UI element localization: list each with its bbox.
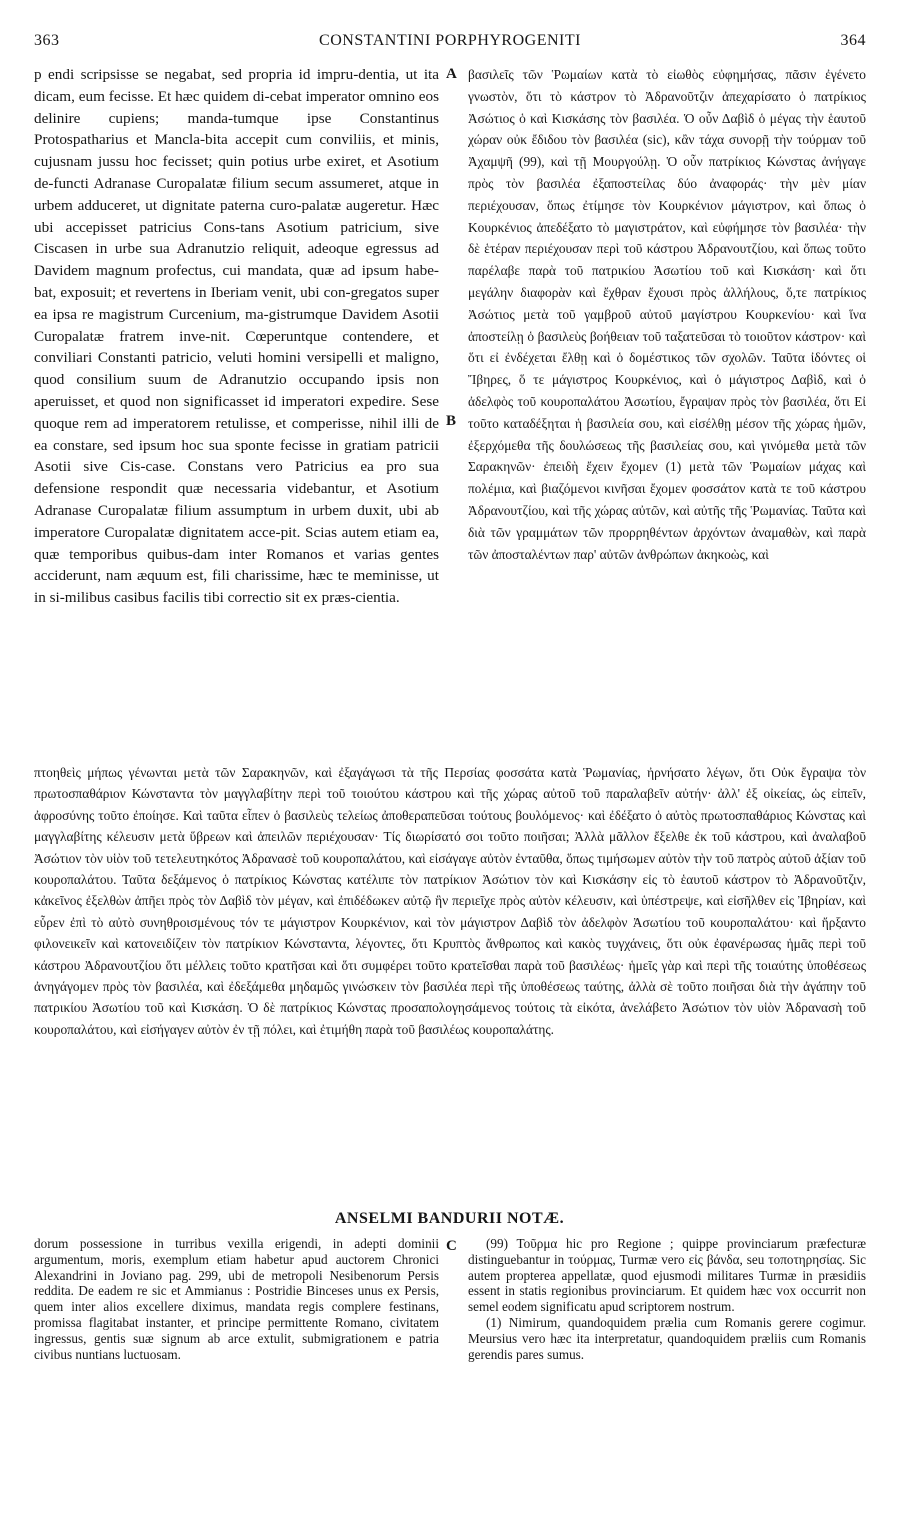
notes-heading: ANSELMI BANDURII NOTÆ.: [334, 1210, 565, 1227]
running-title: CONSTANTINI PORPHYROGENITI: [319, 32, 581, 49]
note-1: (1) Nimirum, quandoquidem prælia cum Romanis gerere cogimur. Meursius vero hæc ita interpretatur, quandoquidem præliis cum Romanis gerendis pares sumus.: [468, 1314, 866, 1362]
greek-text-column: [468, 64, 866, 565]
page-number-left: 363: [34, 32, 60, 49]
notes-right-column: [468, 1236, 866, 1362]
note-continuation: dorum possessione in turribus vexilla erigendi, in adepti dominii argumentum, moris, exemplum etiam habetur apud auctorem Chronici Alexandrini in Joviano pag. 299, ubi de metropoli Nesibenorum Persis reddita. De eadem re sic et Ammianus : Postridie Binceses unus ex Persis, quem inter alios excellere diximus, mandata regis complere festinans, promissa flagitabat instanter, et principe permittente Romano, civitatem ingressus, gentis suæ signum ab arce extulit, submigrationem e patria civibus nuntians luctuosam.: [34, 1236, 439, 1362]
page-number-right: 364: [840, 32, 866, 49]
notes-left-column: [34, 1236, 439, 1362]
margin-marker-b: B: [446, 413, 457, 429]
note-99: (99) Τοῦρμα hic pro Regione ; quippe provinciarum præfecturæ distinguebantur in τούρμας, Turmæ vero εἰς βάνδα, seu τοποτηρησίας. Sic autem propterea appellatæ, quod ejusmodi militares Turmæ in præsidiis essent in statis regionibus provinciarum. Et quidem hæc vox occurrit non semel eodem significatu apud scriptorem nostrum.: [468, 1236, 866, 1315]
margin-marker-a: A: [446, 66, 457, 82]
greek-paragraph: βασιλεῖς τῶν Ῥωμαίων κατὰ τὸ εἰωθὸς εὐφημήσας, πᾶσιν ἐγένετο γνωστὸν, ὅτι τὸ κάστρον τὸ Ἀδρανοῦτζιν ἀπεχαρίσατο ὁ πατρίκιος Ἀσώτιος ὁ καὶ Κισκάσης τὸν βασιλέα. Ὁ οὖν Δαβὶδ ὁ μέγας τὴν ἑαυτοῦ χώραν οὐκ ἔδιδου τὸν βασιλέα (sic), κἂν τάχα συνορῇ τὴν τούρμαν τοῦ Ἀχαμψῆ (99), καὶ τῇ Μουργούλῃ. Ὁ οὖν πατρίκιος Κώνστας ἀνήγαγε πρὸς τὸν βασιλέα ἐξαποστείλας δύο ἀναφοράς· τὴν μὲν μίαν περιέχουσαν, ὅπως ἐτίμησε τὸν Κουρκένιον μάγιστρον, καὶ ὅπως ὁ Κουρκένιος ἀπεδέξατο τὸ μαγιστράτον, καὶ εὐφήμησε τὸν βασιλέα· τὴν δὲ ἑτέραν περιέχουσαν περὶ τοῦ κάστρου Ἀδρανουτζίου, καὶ ὅπως τοῦτο παρέλαβε παρὰ τοῦ πατρικίου Ἀσωτίου τοῦ καὶ Κισκάση· καὶ ὅτι μεγάλην διαφορὰν καὶ ἔχθραν ἔχουσι πρὸς ἀλλήλους, ὅ,τε πατρίκιος Ἀσώτιος μετὰ τοῦ γαμβροῦ αὐτοῦ μαγίστρου Κουρκενίου· καὶ ἵνα ἀποστείλῃ ὁ βασιλεὺς βοήθειαν τοῦ ταξατεῦσαι τὸ τοιοῦτον κάστρον· καὶ ὅτι εἰ ἐνδέχεται ἔλθῃ καὶ ὁ δομέστικος τῶν σχολῶν. Ταῦτα ἰδόντες οἱ Ἴβηρες, ὅ τε μάγιστρος Κουρκένιος, καὶ ὁ μάγιστρος Δαβὶδ, καὶ ὁ ἀδελφὸς τοῦ κουροπαλάτου Ἀσωτίου, ἔγραψαν πρὸς τὸν βασιλέα, ὅτι Εἰ τοῦτο καταδέξηται ἡ βασιλεία σου, καὶ εἰσέλθῃ μέσον τῆς χώρας ἡμῶν, ἐξερχόμεθα τῆς δουλώσεως τῆς βασιλείας σου, καὶ γινόμεθα μετὰ τῶν Σαρακηνῶν· ἐπειδὴ ἔχειν ἔχομεν (1) μετὰ τῶν Ῥωμαίων μάχας καὶ πολέμια, καὶ βιαζόμενοι κινῆσαι ἔχομεν φοσσάτον κατὰ τε τοῦ κάστρου Ἀδρανουτζίου, καὶ τῆς χώρας αὐτῶν, καὶ αὐτῆς τῆς Ῥωμανίας. Ταῦτα καὶ διὰ τῶν γραμμάτων τῶν προρρηθέντων ἀρχόντων ἀναμαθὼν, καὶ παρὰ τῶν ἀποσταλέντων παρ' αὐτῶν ἀνθρώπων ἀκηκοὼς, καὶ: [468, 67, 866, 562]
greek-full-paragraph: πτοηθεὶς μήπως γένωνται μετὰ τῶν Σαρακηνῶν, καὶ ἐξαγάγωσι τὰ τῆς Περσίας φοσσάτα κατὰ Ῥωμανίας, ἠρνήσατο λέγων, ὅτι Οὐκ ἔγραψα τὸν πρωτοσπαθάριον Κώνσταντα τὸν μαγγλαβίτην περὶ τοῦ τοιούτου κάστρου καὶ τῆς χώρας αὐτοῦ τοῦ παραλαβεῖν αὐτήν· ἀλλ' ἐξ οἰκείας, ὡς εἰπεῖν, ἀφροσύνης τοῦτο ἐποίησε. Καὶ ταῦτα εἶπεν ὁ βασιλεὺς τελείως ἀποθεραπεῦσαι τούτους βουλόμενος· καὶ ἐδέξατο ὁ αὐτὸς πρωτοσπαθάριος Κώνστας καὶ μαγγλαβίτης κέλευσιν μετὰ ὕβρεων καὶ ἀπειλῶν περιέχουσαν· Τίς διωρίσατό σοι τοῦτο ποιῆσαι; Ἀλλὰ μᾶλλον ἔξελθε ἐκ τοῦ κάστρου, καὶ ἀναλαβοῦ Ἀσώτιον τὸν υἱὸν τοῦ τετελευτηκότος Ἀδρανασὲ τοῦ κουροπαλάτου, καὶ εἰσάγαγε αὐτὸν ἐνταῦθα, ὅπως τιμήσωμεν αὐτὸν τὴν τοῦ πατρὸς αὐτοῦ ἀξίαν τοῦ κουροπαλάτου. Ταῦτα δεξάμενος ὁ πατρίκιος Κώνστας κατέλιπε τὸν πατρίκιον Ἀσώτιον τὸν καὶ Κισκάσην εἰς τὸ ἑαυτοῦ κάστρον τὸ Ἀδρανοῦτζιν, κἀκεῖνος ἐξελθὼν ἀπῆει πρὸς τὸν Δαβὶδ τὸν μέγαν, καὶ ἐπιδέδωκεν αὐτῷ ἣν περιεῖχε πρὸς αὐτὸν κέλευσιν, καὶ ὑπέστρεψε, καὶ εἰσῆλθεν εἰς Ἰβηρίαν, καὶ εὗρεν ἐπὶ τὸ αὐτὸ συνηθροισμένους τόν τε μάγιστρον Κουρκένιον, καὶ τὸν μάγιστρον Δαβὶδ τὸν ἀδελφὸν Ἀσωτίου τοῦ κουροπαλάτου· καὶ ἤρξαντο φιλονεικεῖν καὶ κατονειδίζειν τὸν πατρίκιον Κώνσταντα, λέγοντες, ὅτι Κρυπτὸς ἄνθρωπος καὶ κακὸς τυγχάνεις, ὅτι οὐκ ἐφανέρωσας ἡμᾶς περὶ τοῦ κάστρου Ἀδρανουτζίου ὅτι μέλλεις τοῦτο κρατῆσαι καὶ ὅτι συμφέρει τοῦτο κρατεῖσθαι παρὰ τοῦ βασιλέως· ἡμεῖς γὰρ καὶ περὶ τῆς τοιαύτης ὑποθέσεως ἀνηγάγομεν πρὸς τὸν βασιλέα, καὶ ἐδεξάμεθα μηδαμῶς γινώσκειν τὸν βασιλέα περὶ τῆς ὑποθέσεως ταύτης, ἀλλὰ σὲ τοῦτο ποιῆσαι διὰ τὴν ἀγάπην τοῦ πατρικίου Ἀσωτίου τοῦ καὶ Κισκάση. Ὁ δὲ πατρίκιος Κώνστας προσαπολογησάμενος τούτοις τὰ εἰκότα, ἀνελάβετο Ἀσώτιον τὸν υἱὸν Ἀδρανασὴ τοῦ κουροπαλάτου, καὶ εἰσήγαγεν αὐτὸν ἐν τῇ πόλει, καὶ ἐτιμήθη παρὰ τοῦ βασιλέως κουροπαλάτης.: [34, 765, 866, 1037]
page-header: [34, 32, 866, 58]
margin-marker-c: C: [446, 1238, 457, 1254]
latin-paragraph: p endi scripsisse se negabat, sed propria id impru-dentia, ut ita dicam, eum fecisse. Et hæc quidem di-cebat imperator omnino eos delinire cupiens; manda-tumque ipse Constantinus Protospatharius et Mancla-bita accepit cum conviliis, et minis, cujusnam jussu hoc fecisset; quin potius urbe exiret, et Asotium de-functi Adranase Curopalatæ filium secum assumeret, atque in urbem adduceret, ut dignitate paterna curo-palatæ augeretur. Hæc ubi accepisset patricius Cons-tans Asotium patricium, sive Ciscasen in urbe sua Adranutzio reliquit, adeoque egressus ad Davidem magnum profectus, cui mandata, quæ ad ipsum habe-bat, exposuit; et revertens in Iberiam venit, ubi con-gregatos super ea ipsa re magistrum Curcenium, ma-gistrumque Davidem Asotii Curopalatæ fratrem inve-nit. Cœperuntque contendere, et conviliari Constanti patricio, veluti homini versipelli et maligno, quod consilium suum de Adranutzio occupando ipsis non aperuisset, et quod non significasset id imperatori expedire. Sese quoque rem ad imperatorem retulisse, et comperisse, nihil illi de ea constare, sed ipsum hoc sua sponte fecisse in gratiam patricii Asotii sive Cis-case. Constans vero Patricius ea pro sua defensione respondit quæ necessaria videbantur, et Asotium Adranase Curopalatæ filium assumptum in urbem duxit, ubi ab imperatore Curopalatæ dignitatem acce-pit. Scias autem etiam ea, quæ temporibus quibus-dam inter Romanos et varias gentes acciderunt, nam æquum est, fili charissime, hæc te meminisse, ut in si-milibus casibus facilis tibi correctio sit ex præs-cientia.: [34, 66, 439, 607]
latin-text-column: [34, 64, 439, 609]
greek-full-width-text: [34, 762, 866, 1040]
